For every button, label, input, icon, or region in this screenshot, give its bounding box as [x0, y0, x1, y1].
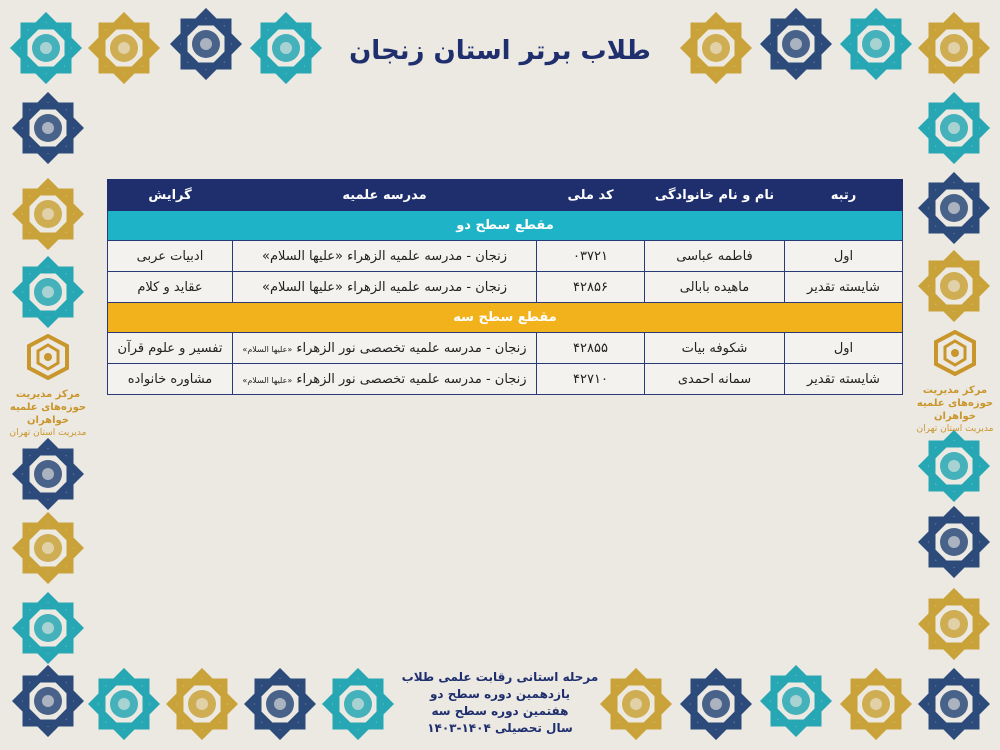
star-ornament-icon [918, 430, 990, 502]
top-students-table [107, 179, 903, 395]
star-ornament-icon [760, 8, 832, 80]
column-header-field: گرایش [108, 180, 233, 211]
column-header-name: نام و نام خانوادگی [645, 180, 785, 211]
table-row [108, 241, 903, 272]
school-suffix: «علیها السلام» [242, 344, 293, 354]
star-ornament-icon [918, 172, 990, 244]
star-ornament-icon [10, 12, 82, 84]
page-title: طلاب برتر استان زنجان [349, 36, 651, 66]
column-header-school: مدرسه علمیه [233, 180, 537, 211]
school-suffix: «علیها السلام» [242, 375, 293, 385]
institution-logo-left [8, 334, 88, 439]
table-header-row [108, 180, 903, 211]
school-text: زنجان - مدرسه علمیه تخصصی نور الزهراء [296, 371, 527, 387]
school-cell [233, 272, 537, 303]
section-title: مقطع سطح سه [108, 303, 903, 333]
national-code-cell: ۴۲۷۱۰ [537, 364, 645, 395]
footer-line: مرحله استانی رقابت علمی طلاب [401, 670, 599, 684]
star-ornament-icon [12, 438, 84, 510]
star-ornament-icon [88, 668, 160, 740]
national-code-cell: ۴۲۸۵۵ [537, 333, 645, 364]
table-row [108, 333, 903, 364]
logo-text-line1: مرکز مدیریت حوزه‌های علمیه خواهران [916, 385, 994, 422]
star-ornament-icon [244, 668, 316, 740]
star-ornament-icon [12, 92, 84, 164]
footer-line: هفتمین دوره سطح سه [431, 704, 569, 718]
field-cell: ادبیات عربی [108, 241, 233, 272]
logo-text-line2: مدیریت استان تهران [916, 424, 994, 434]
field-cell: عقاید و کلام [108, 272, 233, 303]
table-row [108, 364, 903, 395]
star-ornament-icon [840, 668, 912, 740]
star-ornament-icon [170, 8, 242, 80]
star-ornament-icon [12, 256, 84, 328]
star-ornament-icon [12, 592, 84, 664]
hexagon-logo-icon [932, 330, 978, 376]
field-cell: مشاوره خانواده [108, 364, 233, 395]
rank-cell: اول [785, 241, 903, 272]
name-cell: شکوفه بیات [645, 333, 785, 364]
star-ornament-icon [918, 12, 990, 84]
field-cell: تفسیر و علوم قرآن [108, 333, 233, 364]
institution-logo-right [915, 330, 995, 435]
star-ornament-icon [918, 506, 990, 578]
column-header-rank: رتبه [785, 180, 903, 211]
footer-line: سال تحصیلی ۱۴۰۴-۱۴۰۳ [427, 721, 573, 735]
logo-text-line1: مرکز مدیریت حوزه‌های علمیه خواهران [9, 389, 87, 426]
footer-caption [380, 669, 620, 737]
name-cell: فاطمه عباسی [645, 241, 785, 272]
column-header-national-code: کد ملی [537, 180, 645, 211]
star-ornament-icon [12, 178, 84, 250]
name-cell: سمانه احمدی [645, 364, 785, 395]
star-ornament-icon [166, 668, 238, 740]
school-cell [233, 364, 537, 395]
name-cell: ماهیده بابالی [645, 272, 785, 303]
school-text: زنجان - مدرسه علمیه الزهراء «علیها السلام» [262, 248, 507, 264]
school-cell [233, 241, 537, 272]
table-row [108, 272, 903, 303]
star-ornament-icon [918, 250, 990, 322]
national-code-cell: ۴۲۸۵۶ [537, 272, 645, 303]
logo-text-line2: مدیریت استان تهران [9, 428, 87, 438]
national-code-cell: ۰۳۷۲۱ [537, 241, 645, 272]
rank-cell: اول [785, 333, 903, 364]
star-ornament-icon [12, 665, 84, 737]
section-title: مقطع سطح دو [108, 211, 903, 241]
school-text: زنجان - مدرسه علمیه الزهراء «علیها السلام» [262, 279, 507, 295]
school-cell [233, 333, 537, 364]
hexagon-logo-icon [25, 334, 71, 380]
star-ornament-icon [918, 92, 990, 164]
footer-line: یازدهمین دوره سطح دو [429, 687, 571, 701]
star-ornament-icon [12, 512, 84, 584]
star-ornament-icon [918, 588, 990, 660]
section-row-level-three [108, 303, 903, 333]
rank-cell: شایسته تقدیر [785, 364, 903, 395]
star-ornament-icon [918, 668, 990, 740]
rank-cell: شایسته تقدیر [785, 272, 903, 303]
star-ornament-icon [680, 668, 752, 740]
section-row-level-two [108, 211, 903, 241]
star-ornament-icon [88, 12, 160, 84]
star-ornament-icon [760, 665, 832, 737]
school-text: زنجان - مدرسه علمیه تخصصی نور الزهراء [296, 340, 527, 356]
star-ornament-icon [840, 8, 912, 80]
